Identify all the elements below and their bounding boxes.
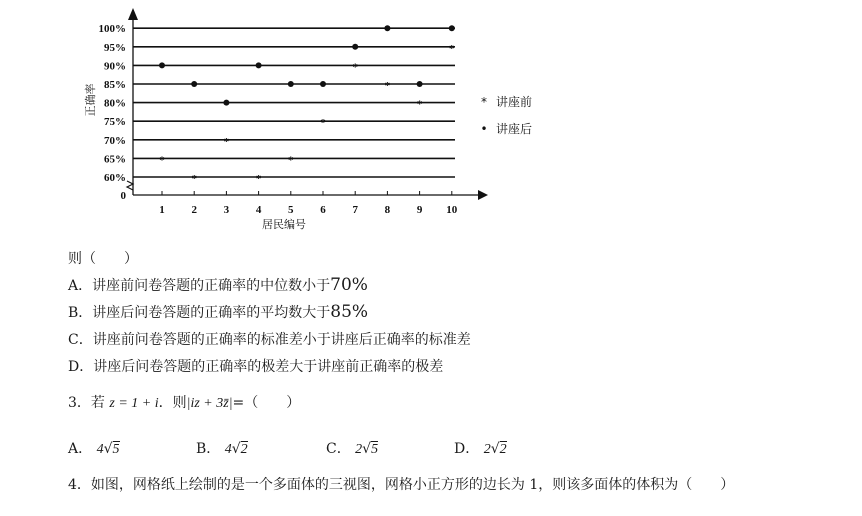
question3-z-definition: z = 1 + i — [109, 396, 159, 411]
y-tick-label: 60% — [104, 172, 126, 184]
point-after — [417, 81, 423, 87]
question3-mid: ．则 — [158, 395, 187, 411]
point-before: * — [255, 173, 262, 185]
x-tick-label: 2 — [191, 204, 197, 216]
point-before: * — [223, 135, 230, 148]
y-tick-label: 100% — [98, 23, 126, 36]
y-axis-label: 正确率 — [84, 83, 97, 117]
point-after — [256, 62, 262, 68]
question3-option-b — [196, 438, 248, 458]
point-after — [449, 25, 455, 31]
question2-option-a — [68, 275, 368, 295]
data-marks — [159, 25, 455, 185]
option-radicand: 5 — [371, 442, 379, 457]
sqrt-sign: √ — [103, 441, 113, 457]
axes — [127, 8, 488, 200]
sqrt-sign: √ — [362, 441, 372, 457]
question3-expression: |iz + 3z̄| — [186, 396, 233, 411]
question4-stem: 4．如图，网格纸上绘制的是一个多面体的三视图，网格小正方形的边长为 1，则该多面体的体积为（ ） — [68, 477, 735, 493]
x-tick-label: 10 — [446, 204, 458, 216]
grid-lines — [133, 28, 455, 177]
y-tick-label: 90% — [104, 60, 126, 73]
sqrt-sign: √ — [490, 441, 500, 457]
option-radicand: 2 — [499, 442, 507, 457]
option-coef: 2 — [483, 442, 491, 457]
option-letter: C． — [68, 332, 93, 348]
legend-symbol-before: * — [481, 95, 487, 109]
point-after — [384, 25, 390, 31]
x-tick-label: 7 — [352, 204, 358, 216]
question2-stem: 则（ ） — [68, 251, 138, 267]
y-tick-label: 80% — [104, 97, 126, 110]
option-letter: D． — [68, 359, 94, 375]
y-axis-arrow — [128, 8, 138, 20]
y-tick-label: 85% — [104, 79, 126, 91]
sqrt-sign: √ — [231, 441, 241, 457]
option-coef: 4 — [96, 442, 104, 457]
option-letter: A． — [68, 278, 93, 294]
point-before: * — [384, 80, 391, 92]
point-before: * — [159, 154, 165, 167]
option-text: 讲座后问卷答题的正确率的极差大于讲座前正确率的极差 — [93, 359, 444, 375]
x-axis-arrow — [478, 190, 488, 200]
legend-label-before: 讲座前 — [496, 95, 533, 109]
option-text: 讲座后问卷答题的正确率的平均数大于 — [92, 305, 331, 321]
x-tick-label: 9 — [416, 204, 423, 216]
x-tick-label: 1 — [159, 204, 165, 216]
option-letter: A． — [68, 441, 93, 457]
y-tick-label: 0 — [120, 190, 126, 202]
option-value: 85% — [330, 302, 369, 322]
point-before: * — [191, 173, 197, 185]
point-after — [320, 81, 326, 87]
point-before: * — [416, 98, 423, 111]
x-tick-label: 6 — [320, 204, 326, 216]
question3-option-a — [68, 438, 120, 458]
question2-option-b — [68, 302, 368, 322]
option-letter: B． — [196, 441, 221, 457]
point-after — [288, 81, 294, 87]
x-tick-label: 5 — [288, 204, 294, 216]
question2-option-d — [68, 356, 443, 376]
question3-stem — [68, 392, 300, 412]
legend-label-after: 讲座后 — [496, 122, 533, 136]
y-tick-label: 70% — [104, 134, 126, 147]
option-coef: 4 — [224, 442, 232, 457]
point-after — [223, 100, 229, 106]
legend-symbol-after: • — [480, 122, 488, 136]
point-after — [191, 81, 197, 87]
x-tick-label: 3 — [223, 204, 230, 216]
y-tick-label: 95% — [104, 41, 126, 54]
question3-number: 3．若 — [68, 395, 105, 411]
point-after — [159, 62, 165, 68]
y-tick-label: 75% — [104, 116, 126, 129]
point-before: * — [449, 42, 455, 55]
option-letter: C． — [326, 441, 351, 457]
option-text: 讲座前问卷答题的正确率的中位数小于 — [92, 278, 331, 294]
option-letter: B． — [68, 305, 93, 321]
option-text: 讲座前问卷答题的正确率的标准差小于讲座后正确率的标准差 — [92, 332, 471, 348]
point-before: * — [320, 117, 326, 130]
y-tick-labels — [99, 23, 127, 202]
point-after — [352, 44, 358, 50]
option-letter: D． — [454, 441, 480, 457]
option-value: 70% — [330, 275, 368, 295]
option-radicand: 2 — [240, 442, 248, 457]
point-before: * — [352, 61, 358, 74]
scatter-chart — [80, 0, 550, 240]
option-radicand: 5 — [112, 442, 120, 457]
x-tick-label: 8 — [384, 204, 391, 216]
question3-option-c — [326, 438, 378, 458]
axis-break — [127, 181, 133, 190]
legend — [480, 94, 532, 136]
question2-option-c — [68, 329, 471, 349]
option-coef: 2 — [355, 442, 363, 457]
x-tick-label: 4 — [255, 204, 262, 216]
x-axis-label: 居民编号 — [262, 218, 306, 231]
question3-tail: =（ ） — [232, 395, 301, 411]
point-before: * — [288, 154, 294, 167]
question3-option-d — [454, 438, 507, 458]
y-tick-label: 65% — [104, 153, 126, 166]
